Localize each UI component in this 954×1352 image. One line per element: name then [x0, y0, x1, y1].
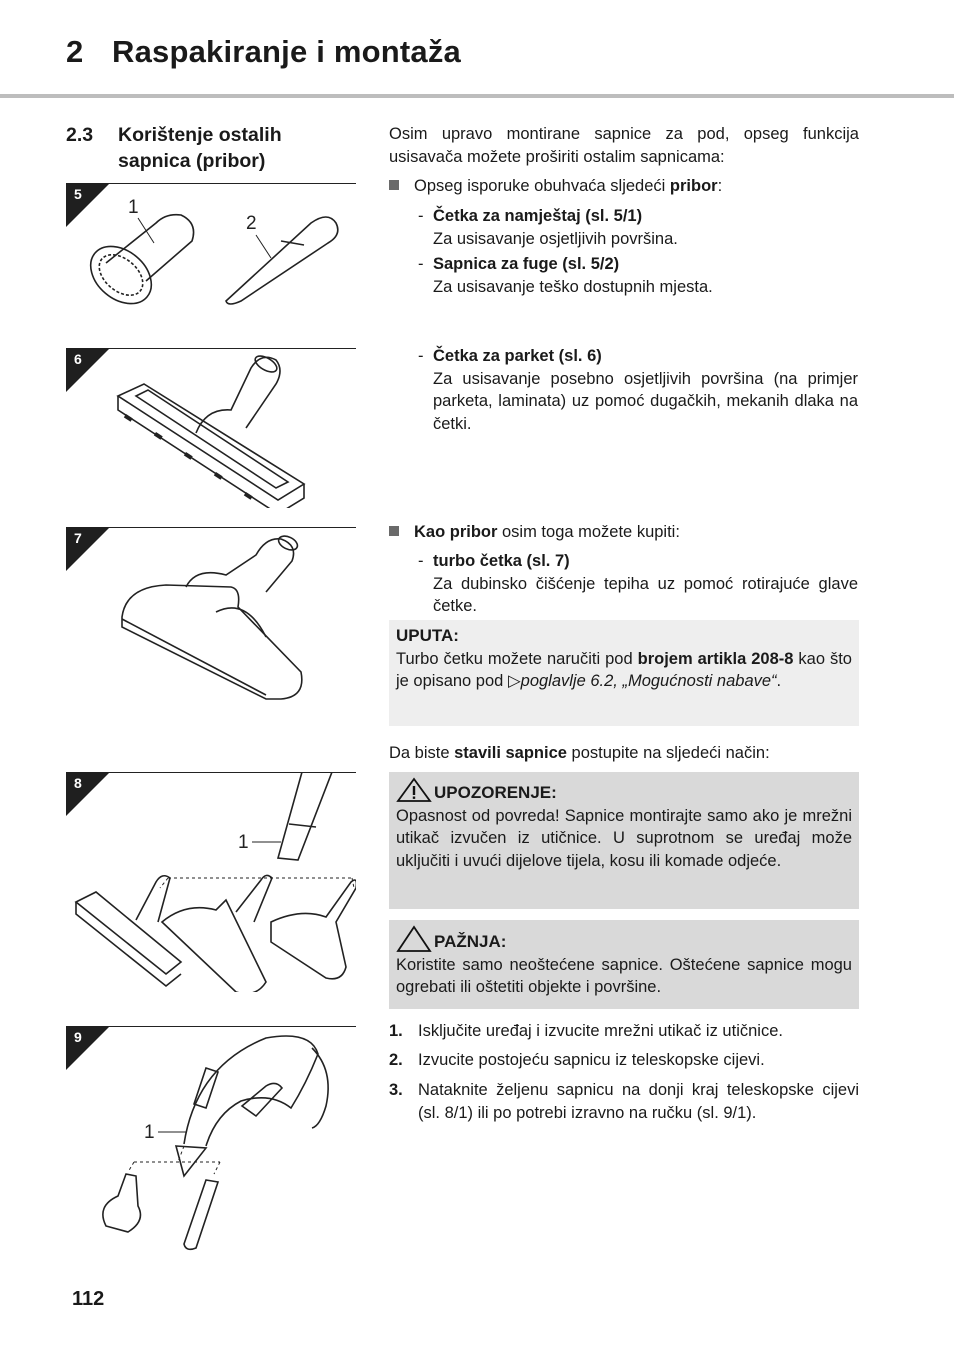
step-number: 2. — [389, 1051, 403, 1069]
warning-triangle-icon — [396, 777, 432, 803]
figure-number: 6 — [74, 351, 82, 367]
handle-with-nozzles-illustration — [66, 1026, 356, 1256]
intro-paragraph: Osim upravo montirane sapnice za pod, opseg funkcija usisavača možete proširiti ostalim sapnicama: — [389, 125, 859, 166]
figure-number: 9 — [74, 1029, 82, 1045]
furniture-brush-and-crevice-nozzle-illustration — [66, 183, 356, 313]
section-number: 2.3 — [66, 124, 94, 146]
step-item — [389, 1020, 859, 1043]
bullet-square — [389, 526, 399, 536]
caution-box — [389, 920, 859, 1009]
header-rule — [0, 94, 954, 98]
item-title: Sapnica za fuge (sl. 5/2) — [433, 255, 620, 273]
step-text: Isključite uređaj i izvucite mrežni utikač iz utičnice. — [418, 1022, 783, 1040]
item-desc: Za usisavanje teško dostupnih mjesta. — [433, 277, 713, 296]
figure-5 — [66, 183, 356, 313]
bullet-square — [389, 180, 399, 190]
step-number: 3. — [389, 1081, 403, 1099]
item-desc: Za usisavanje posebno osjetljivih površina (na primjer parketa, laminata) uz pomoć dugačkih, mekanih dlaka na četki. — [433, 369, 858, 433]
list-item: - Četka za namještaj (sl. 5/1) Za usisavanje osjetljivih površina. — [418, 207, 678, 248]
step-number: 1. — [389, 1022, 403, 1040]
telescopic-tube-nozzles-illustration — [66, 772, 356, 992]
item-title: Četka za parket (sl. 6) — [433, 347, 602, 365]
note-heading: UPUTA: — [396, 626, 459, 645]
callout-1: 1 — [238, 832, 249, 853]
caution-heading: PAŽNJA: — [396, 925, 852, 954]
step-item — [389, 1079, 859, 1124]
figure-number: 7 — [74, 530, 82, 546]
step-text: Nataknite željenu sapnicu na donji kraj teleskopske cijevi (sl. 8/1) ili po potrebi izravno na ručku (sl. 9/1). — [418, 1081, 859, 1122]
callout-2: 2 — [246, 213, 257, 234]
figure-number: 5 — [74, 186, 82, 202]
note-text: Turbo četku možete naručiti pod brojem artikla 208-8 kao što je opisano pod ▷poglavlje 6.2, „Mogućnosti nabave“. — [396, 649, 852, 690]
figure-9 — [66, 1026, 356, 1256]
procedure-line: Da biste stavili sapnice postupite na sljedeći način: — [389, 744, 770, 762]
caution-triangle-icon — [396, 925, 432, 953]
step-item — [389, 1049, 859, 1072]
page-number: 112 — [72, 1288, 105, 1310]
figure-number: 8 — [74, 775, 82, 791]
item-title: turbo četka (sl. 7) — [433, 552, 570, 570]
list-item: - Sapnica za fuge (sl. 5/2) Za usisavanje teško dostupnih mjesta. — [418, 255, 713, 296]
figure-6 — [66, 348, 356, 508]
parquet-brush-illustration — [66, 348, 356, 508]
figure-8 — [66, 772, 356, 992]
reference-arrow-icon: ▷ — [507, 672, 521, 690]
optional-line: Kao pribor osim toga možete kupiti: — [389, 521, 859, 544]
section-title: Korištenje ostalih sapnica (pribor) — [118, 124, 282, 172]
step-text: Izvucite postojeću sapnicu iz teleskopske cijevi. — [418, 1051, 765, 1069]
chapter-heading — [66, 34, 461, 70]
caution-text: Koristite samo neoštećene sapnice. Oštećene sapnice mogu ogrebati ili oštetiti objekte i površine. — [396, 955, 852, 996]
turbo-brush-illustration — [66, 527, 356, 707]
note-box — [389, 620, 859, 726]
list-item: - Četka za parket (sl. 6) Za usisavanje posebno osjetljivih površina (na primjer parketa, laminata) uz pomoć dugačkih, mekanih dlaka na četki. — [418, 347, 858, 433]
callout-1: 1 — [144, 1122, 155, 1143]
warning-box — [389, 772, 859, 909]
warning-text: Opasnost od povreda! Sapnice montirajte samo ako je mrežni utikač izvučen iz utičnice. U suprotnom se uređaj može uključiti i uvući dijelove tijela, kosu ili komade odjeće. — [396, 806, 852, 870]
chapter-title: Raspakiranje i montaža — [112, 34, 461, 69]
list-item: - turbo četka (sl. 7) Za dubinsko čišćenje tepiha uz pomoć rotirajuće glave četke. — [418, 552, 858, 615]
item-desc: Za usisavanje osjetljivih površina. — [433, 229, 678, 248]
figure-7 — [66, 527, 356, 707]
item-title: Četka za namještaj (sl. 5/1) — [433, 207, 643, 225]
item-desc: Za dubinsko čišćenje tepiha uz pomoć rotirajuće glave četke. — [433, 574, 858, 615]
chapter-reference: poglavlje 6.2, „Mogućnosti nabave“ — [520, 672, 777, 690]
chapter-number: 2 — [66, 34, 84, 69]
callout-1: 1 — [128, 197, 139, 218]
delivery-line: Opseg isporuke obuhvaća sljedeći pribor: — [389, 175, 859, 198]
warning-heading: UPOZORENJE: — [396, 777, 852, 805]
